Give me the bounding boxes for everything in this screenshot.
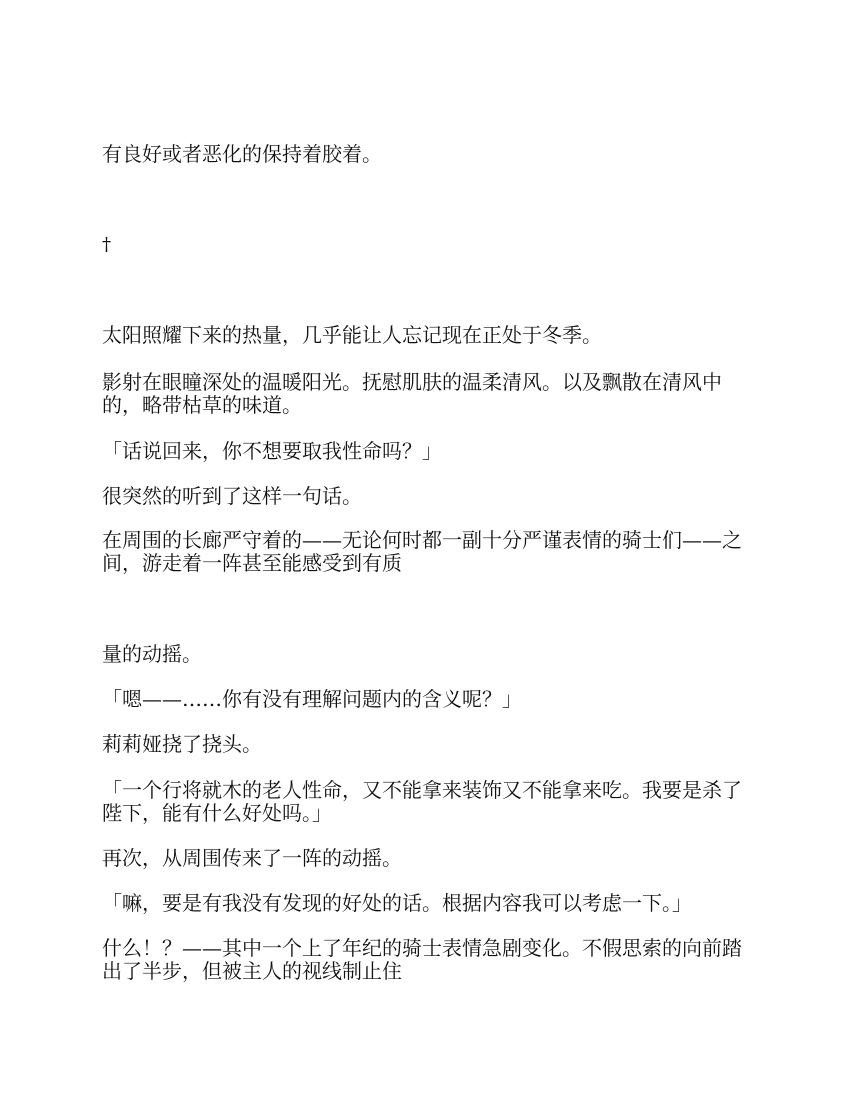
paragraph: 在周围的长廊严守着的——无论何时都一副十分严谨表情的骑士们——之间，游走着一阵甚至能感受到有质	[102, 528, 742, 575]
section-separator-dagger: †	[102, 234, 111, 255]
paragraph: 有良好或者恶化的保持着胶着。	[102, 142, 382, 166]
dialogue-paragraph: 「嗯——……你有没有理解问题内的含义呢？」	[102, 687, 522, 711]
dialogue-paragraph: 「一个行将就木的老人性命，又不能拿来装饰又不能拿来吃。我要是杀了陛下，能有什么好处吗。」	[102, 778, 742, 825]
paragraph: 影射在眼瞳深处的温暖阳光。抚慰肌肤的温柔清风。以及飘散在清风中的，略带枯草的味道。	[102, 370, 722, 417]
paragraph: 太阳照耀下来的热量，几乎能让人忘记现在正处于冬季。	[102, 323, 602, 347]
dialogue-paragraph: 「嘛，要是有我没有发现的好处的话。根据内容我可以考虑一下。」	[102, 891, 692, 915]
paragraph: 很突然的听到了这样一句话。	[102, 484, 362, 508]
dialogue-paragraph: 「话说回来，你不想要取我性命吗？」	[102, 439, 442, 463]
paragraph: 什么！？——其中一个上了年纪的骑士表情急剧变化。不假思索的向前踏出了半步，但被主人的视线制止住	[102, 936, 742, 983]
paragraph: 量的动摇。	[102, 642, 202, 666]
paragraph: 再次，从周围传来了一阵的动摇。	[102, 846, 402, 870]
paragraph: 莉莉娅挠了挠头。	[102, 732, 262, 756]
